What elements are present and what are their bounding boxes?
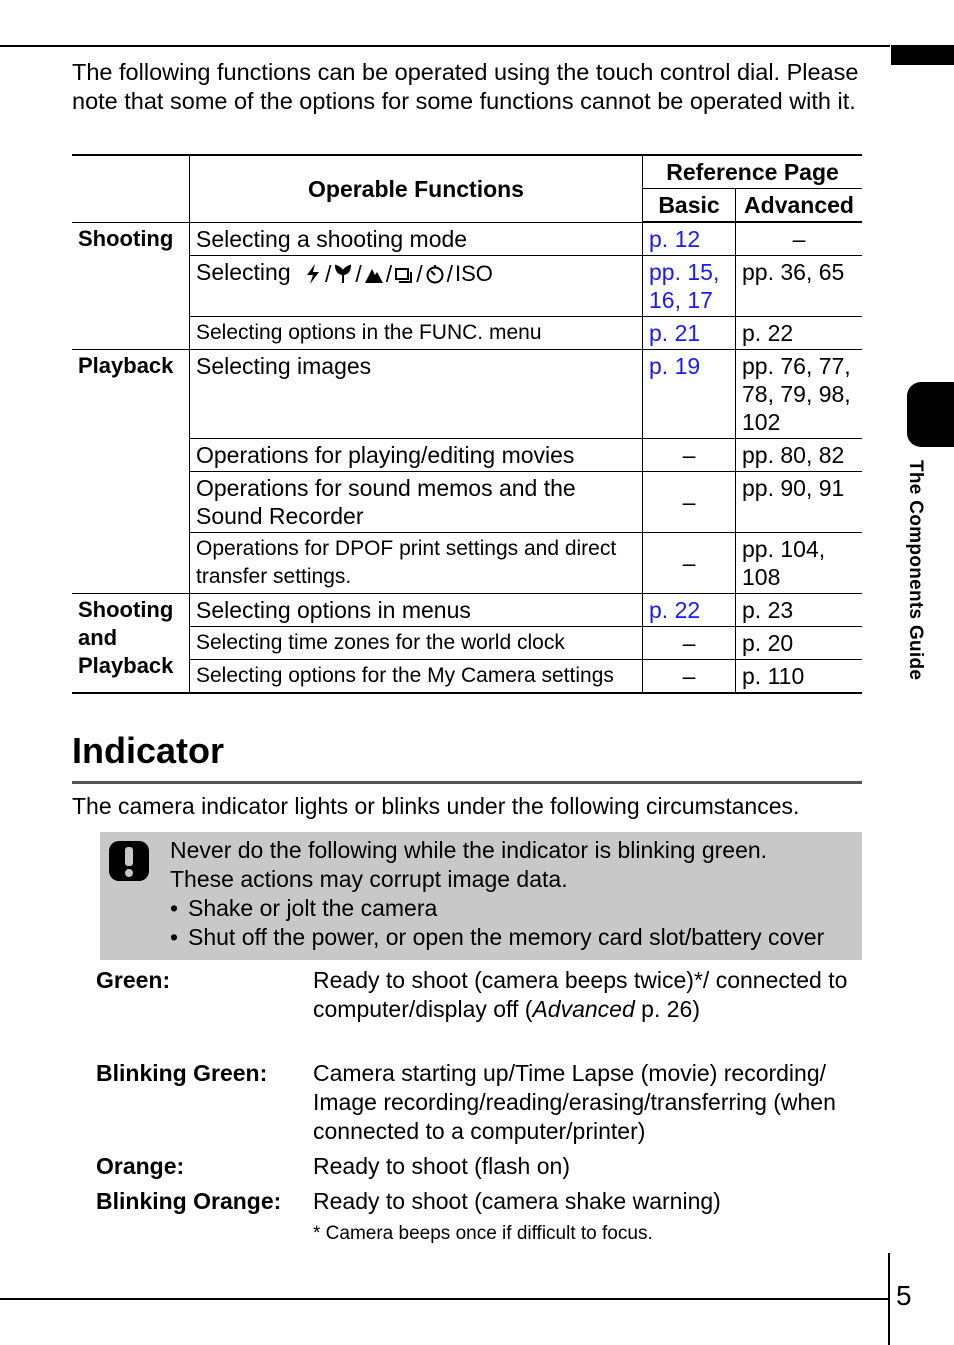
advanced-cell: – xyxy=(736,222,863,256)
state-label: Orange: xyxy=(96,1153,185,1179)
top-rule xyxy=(0,45,890,47)
iso-icon: ISO xyxy=(454,260,493,286)
basic-link[interactable]: pp. 15, 16, 17 xyxy=(643,256,736,317)
advanced-cell: p. 22 xyxy=(736,317,863,350)
category-shooting-playback: Shooting and Playback xyxy=(72,594,190,694)
heading-rule xyxy=(72,781,862,784)
state-desc: Ready to shoot (camera beeps twice)*/ connected to computer/display off (Advanced p. 26) xyxy=(313,967,848,1022)
caution-text xyxy=(170,836,860,952)
advanced-cell: pp. 90, 91 xyxy=(736,472,863,533)
caution-box xyxy=(100,832,862,960)
side-section-label: The Components Guide xyxy=(905,460,926,681)
basic-cell: – xyxy=(643,439,736,472)
flash-icon xyxy=(303,263,323,285)
section-lead: The camera indicator lights or blinks under the following circumstances. xyxy=(72,793,800,819)
function-cell: Selecting time zones for the world clock xyxy=(190,627,643,660)
infinity-mountain-icon xyxy=(364,263,384,285)
basic-link[interactable]: p. 19 xyxy=(643,350,736,439)
corner-tab xyxy=(891,45,954,65)
basic-link[interactable]: p. 12 xyxy=(643,222,736,256)
page-number-divider xyxy=(888,1253,890,1345)
basic-cell: – xyxy=(643,660,736,694)
table-row xyxy=(72,533,862,594)
basic-cell: – xyxy=(643,627,736,660)
table-row xyxy=(72,660,862,694)
advanced-cell: p. 110 xyxy=(736,660,863,694)
page-number: 5 xyxy=(896,1280,912,1311)
header-advanced: Advanced xyxy=(736,189,863,223)
mode-icons: / / / / / ISO xyxy=(303,260,493,288)
caution-line: These actions may corrupt image data. xyxy=(170,866,568,892)
function-cell: Selecting options in the FUNC. menu xyxy=(190,317,643,350)
function-cell: Selecting a shooting mode xyxy=(190,222,643,256)
advanced-cell: p. 20 xyxy=(736,627,863,660)
function-cell: Operations for sound memos and the Sound Recorder xyxy=(190,472,643,533)
basic-cell: – xyxy=(643,533,736,594)
function-cell xyxy=(190,256,643,317)
section-heading: Indicator xyxy=(72,730,225,771)
macro-icon xyxy=(333,263,353,285)
category-playback: Playback xyxy=(72,350,190,594)
header-basic: Basic xyxy=(643,189,736,223)
advanced-cell: pp. 36, 65 xyxy=(736,256,863,317)
state-label: Blinking Green: xyxy=(96,1060,268,1086)
bottom-rule xyxy=(0,1298,888,1300)
function-cell: Selecting images xyxy=(190,350,643,439)
drive-mode-icon xyxy=(394,263,414,285)
advanced-cell: p. 23 xyxy=(736,594,863,627)
basic-link[interactable]: p. 22 xyxy=(643,594,736,627)
basic-cell: – xyxy=(643,472,736,533)
list-item: • Shake or jolt the camera xyxy=(170,895,438,921)
state-desc: Ready to shoot (camera shake warning) xyxy=(313,1188,721,1214)
section-tab xyxy=(907,382,954,447)
self-timer-icon xyxy=(425,263,445,285)
header-blank xyxy=(72,155,190,222)
category-shooting: Shooting xyxy=(72,222,190,350)
table-row xyxy=(72,472,862,533)
table-row xyxy=(72,317,862,350)
function-cell: Operations for DPOF print settings and direct transfer settings. xyxy=(190,533,643,594)
state-desc: Ready to shoot (flash on) xyxy=(313,1153,570,1179)
table-row xyxy=(72,256,862,317)
list-item: • Shut off the power, or open the memory card slot/battery cover xyxy=(170,924,825,950)
basic-link[interactable]: p. 21 xyxy=(643,317,736,350)
table-row xyxy=(72,222,862,256)
function-cell: Selecting options for the My Camera settings xyxy=(190,660,643,694)
intro-paragraph: The following functions can be operated using the touch control dial. Please note that some of the options for some functions cannot be operated with it. xyxy=(72,59,859,114)
function-cell: Selecting options in menus xyxy=(190,594,643,627)
advanced-cell: pp. 80, 82 xyxy=(736,439,863,472)
function-text: Selecting xyxy=(196,259,291,285)
table-row xyxy=(72,627,862,660)
footnote: * Camera beeps once if difficult to focus. xyxy=(313,1223,653,1244)
table-row xyxy=(72,594,862,627)
state-desc: Camera starting up/Time Lapse (movie) recording/ Image recording/reading/erasing/transferring (when connected to a computer/printer) xyxy=(313,1060,836,1144)
caution-icon xyxy=(108,840,150,882)
advanced-cell: pp. 76, 77, 78, 79, 98, 102 xyxy=(736,350,863,439)
operable-functions-table xyxy=(72,154,862,694)
caution-line: Never do the following while the indicator is blinking green. xyxy=(170,837,768,863)
function-cell: Operations for playing/editing movies xyxy=(190,439,643,472)
advanced-cell: pp. 104, 108 xyxy=(736,533,863,594)
header-functions: Operable Functions xyxy=(190,155,643,222)
table-row xyxy=(72,350,862,439)
header-reference: Reference Page xyxy=(643,155,863,189)
state-label: Blinking Orange: xyxy=(96,1188,282,1214)
table-row xyxy=(72,439,862,472)
state-label: Green: xyxy=(96,967,171,993)
